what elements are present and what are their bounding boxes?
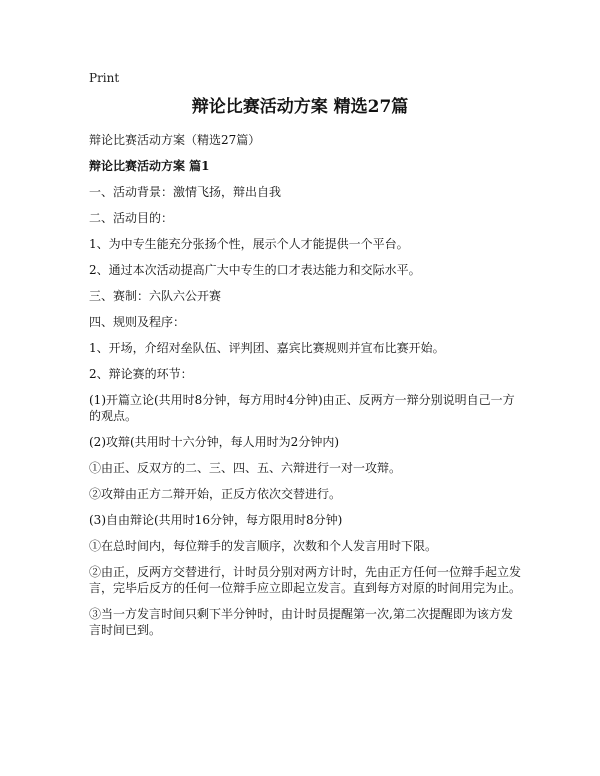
paragraph: 四、规则及程序： (89, 315, 186, 329)
paragraph: ③当一方发言时间只剩下半分钟时，由计时员提醒第一次,第二次提醒即为该方发言时间已到。 (89, 607, 513, 637)
paragraph: 2、辩论赛的环节： (89, 367, 193, 381)
paragraph: ①由正、反双方的二、三、四、五、六辩进行一对一攻辩。 (89, 461, 402, 475)
subtitle-line: 辩论比赛活动方案（精选27篇） (89, 133, 261, 147)
paragraph: 二、活动目的： (89, 211, 174, 225)
paragraph: (1)开篇立论(共用时8分钟，每方用时4分钟)由正、反两方一辩分别说明自己一方的观点。 (89, 393, 515, 423)
document-title: 辩论比赛活动方案 精选27篇 (191, 97, 409, 117)
paragraph: 一、活动背景：激情飞扬，辩出自我 (89, 185, 282, 199)
paragraph: 1、开场，介绍对垒队伍、评判团、嘉宾比赛规则并宣布比赛开始。 (89, 341, 445, 355)
paragraph: ②攻辩由正方二辩开始，正反方依次交替进行。 (89, 487, 342, 501)
print-link[interactable]: Print (89, 71, 120, 85)
document-body (89, 132, 521, 638)
paragraph: ①在总时间内，每位辩手的发言顺序，次数和个人发言用时下限。 (89, 539, 438, 553)
paragraph: 1、为中专生能充分张扬个性，展示个人才能提供一个平台。 (89, 237, 409, 251)
paragraph: 2、通过本次活动提高广大中专生的口才表达能力和交际水平。 (89, 263, 421, 277)
section-heading: 辩论比赛活动方案 篇1 (89, 159, 210, 173)
paragraph: 三、赛制：六队六公开赛 (89, 289, 222, 303)
paragraph: ②由正，反两方交替进行，计时员分别对两方计时，先由正方任何一位辩手起立发言，完毕后反方的任何一位辩手应立即起立发言。直到每方对原的时间用完为止。 (89, 565, 522, 595)
paragraph: (3)自由辩论(共用时16分钟，每方限用时8分钟) (89, 513, 343, 527)
paragraph: (2)攻辩(共用时十六分钟，每人用时为2分钟内) (89, 435, 339, 449)
